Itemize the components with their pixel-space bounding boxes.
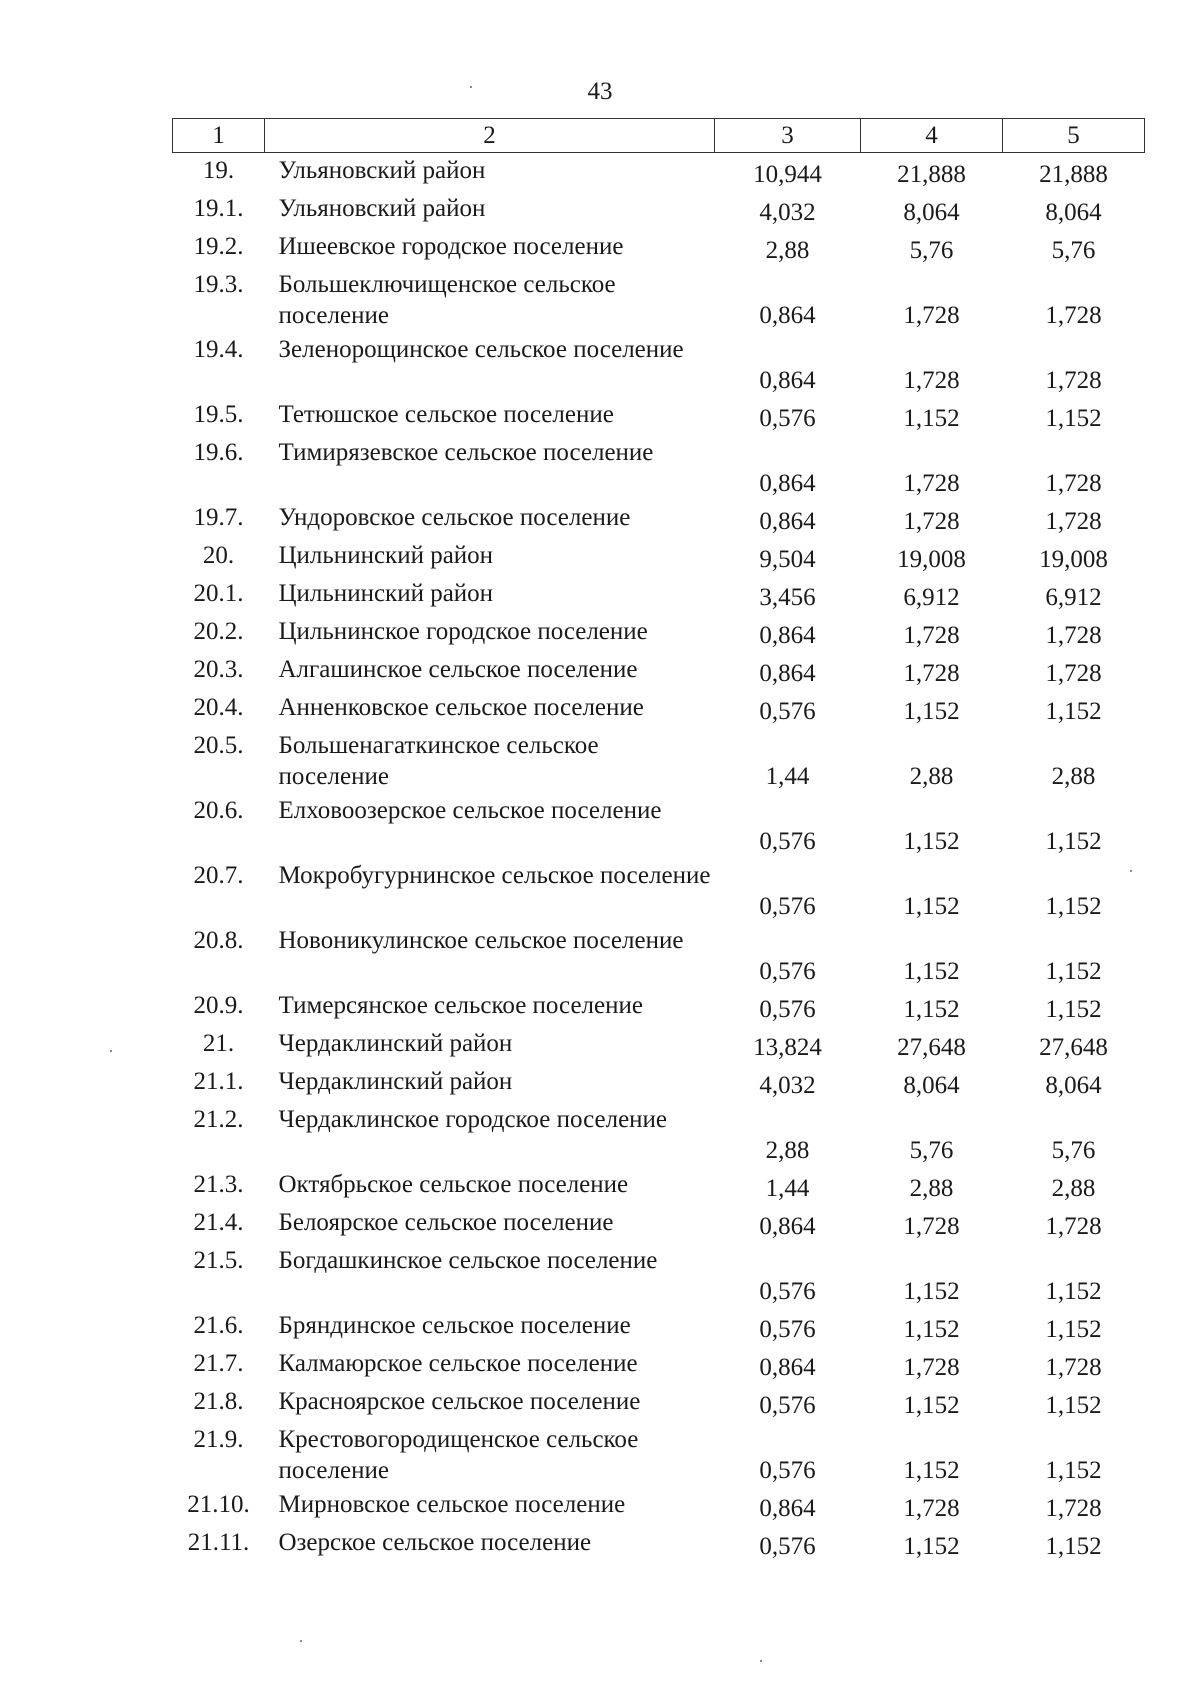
row-value-col5: 1,728 [1045, 469, 1102, 497]
row-value-col3: 0,864 [759, 301, 816, 329]
table-row [173, 229, 1145, 267]
row-value-col4: 1,152 [903, 1391, 960, 1419]
row-number: 21.5. [193, 1246, 244, 1274]
row-name: Ишеевское городское поселение [278, 232, 624, 260]
row-number: 20.1. [193, 579, 244, 607]
table-row [173, 1346, 1145, 1384]
row-number: 19.1. [193, 194, 244, 222]
row-name: Цильнинский район [278, 541, 494, 569]
table-row [173, 332, 1145, 397]
row-value-col3: 0,576 [759, 892, 816, 920]
row-number: 19.6. [193, 438, 244, 466]
row-value-col5: 21,888 [1039, 160, 1108, 188]
table-row [173, 1205, 1145, 1243]
column-header-1: 1 [173, 119, 265, 153]
row-value-col3: 0,576 [759, 404, 816, 432]
row-value-col3: 0,864 [759, 366, 816, 394]
row-value-col5: 8,064 [1045, 198, 1102, 226]
row-value-col4: 1,152 [903, 995, 960, 1023]
row-name: Чердаклинский район [278, 1029, 513, 1057]
table-row [173, 1026, 1145, 1064]
row-value-col5: 1,152 [1045, 892, 1102, 920]
row-name: Октябрьское сельское поселение [278, 1170, 629, 1198]
table-row [173, 397, 1145, 435]
table-row [173, 153, 1145, 191]
row-value-col5: 2,88 [1051, 1174, 1096, 1202]
table-row [173, 858, 1145, 923]
row-value-col5: 1,152 [1045, 1456, 1102, 1484]
row-value-col5: 19,008 [1039, 545, 1108, 573]
table-row [173, 1422, 1145, 1487]
row-value-col4: 1,152 [903, 957, 960, 985]
row-value-col3: 0,576 [759, 1532, 816, 1560]
row-value-col5: 1,728 [1045, 621, 1102, 649]
row-value-col3: 0,576 [759, 995, 816, 1023]
table-row [173, 1064, 1145, 1102]
table-row [173, 500, 1145, 538]
row-value-col3: 0,576 [759, 697, 816, 725]
row-value-col4: 2,88 [909, 1174, 954, 1202]
table-row [173, 988, 1145, 1026]
row-value-col4: 1,152 [903, 404, 960, 432]
row-name: Ундоровское сельское поселение [278, 503, 631, 531]
column-header-5: 5 [1003, 119, 1145, 153]
table-row [173, 923, 1145, 988]
table-row [173, 435, 1145, 500]
row-value-col3: 13,824 [753, 1033, 822, 1061]
row-value-col4: 6,912 [903, 583, 960, 611]
table-row [173, 728, 1145, 793]
table-header-row [173, 119, 1145, 153]
row-name: Белоярское сельское поселение [278, 1208, 614, 1236]
row-value-col4: 1,728 [903, 1353, 960, 1381]
table-row [173, 614, 1145, 652]
row-value-col4: 19,008 [897, 545, 966, 573]
row-name: Мокробугурнинское сельское поселение [278, 861, 711, 889]
row-number: 20.8. [193, 926, 244, 954]
row-value-col3: 9,504 [759, 545, 816, 573]
row-name: Бряндинское сельское поселение [278, 1311, 631, 1339]
row-name: Цильнинский район [278, 579, 494, 607]
row-number: 21.4. [193, 1208, 244, 1236]
table-body [173, 153, 1145, 1563]
table-row [173, 1487, 1145, 1525]
table-row [173, 793, 1145, 858]
row-name: Большенагаткинское сельское поселение [278, 731, 599, 790]
row-value-col4: 1,152 [903, 827, 960, 855]
row-name: Алгашинское сельское поселение [278, 655, 638, 683]
table-row [173, 1525, 1145, 1563]
row-name: Ульяновский район [278, 157, 486, 184]
row-number: 20.2. [193, 617, 244, 645]
row-value-col4: 1,728 [903, 1494, 960, 1522]
scan-speck [470, 86, 472, 88]
scan-speck [300, 1640, 302, 1642]
row-value-col3: 0,864 [759, 621, 816, 649]
row-name: Озерское сельское поселение [278, 1528, 592, 1556]
row-value-col4: 21,888 [897, 160, 966, 188]
row-value-col4: 1,728 [903, 659, 960, 687]
row-value-col3: 4,032 [759, 1071, 816, 1099]
row-name: Калмаюрское сельское поселение [278, 1349, 638, 1377]
row-value-col3: 1,44 [765, 762, 810, 790]
row-name: Крестовогородищенское сельское поселение [278, 1425, 639, 1484]
row-value-col4: 1,152 [903, 697, 960, 725]
table-row [173, 191, 1145, 229]
table-row [173, 690, 1145, 728]
row-value-col5: 1,728 [1045, 1353, 1102, 1381]
row-name: Тимирязевское сельское поселение [278, 438, 654, 466]
row-number: 21.11. [187, 1528, 250, 1556]
row-name: Новоникулинское сельское поселение [278, 926, 684, 954]
row-value-col3: 0,576 [759, 1456, 816, 1484]
row-value-col3: 0,864 [759, 507, 816, 535]
table-row [173, 576, 1145, 614]
row-name: Богдашкинское сельское поселение [278, 1246, 658, 1274]
row-value-col4: 8,064 [903, 1071, 960, 1099]
table-row [173, 538, 1145, 576]
row-value-col4: 1,152 [903, 1277, 960, 1305]
table-row [173, 1243, 1145, 1308]
row-number: 21.9. [193, 1425, 244, 1453]
row-value-col5: 27,648 [1039, 1033, 1108, 1061]
row-name: Мирновское сельское поселение [278, 1490, 626, 1518]
row-value-col3: 0,576 [759, 1277, 816, 1305]
row-number: 20.7. [193, 861, 244, 889]
row-value-col3: 10,944 [753, 160, 822, 188]
row-value-col5: 1,728 [1045, 659, 1102, 687]
row-value-col3: 0,864 [759, 469, 816, 497]
row-number: 19.7. [193, 503, 244, 531]
row-number: 21.8. [193, 1387, 244, 1415]
table-row [173, 1167, 1145, 1205]
scan-speck [110, 1050, 112, 1052]
row-name: Ульяновский район [278, 194, 486, 222]
row-number: 19.4. [193, 335, 244, 363]
row-value-col3: 0,576 [759, 1315, 816, 1343]
row-number: 20. [202, 541, 235, 569]
row-value-col4: 8,064 [903, 198, 960, 226]
row-name: Тимерсянское сельское поселение [278, 991, 643, 1019]
row-value-col4: 5,76 [909, 1136, 954, 1164]
table-row [173, 1102, 1145, 1167]
row-name: Тетюшское сельское поселение [278, 400, 614, 428]
row-value-col4: 1,152 [903, 892, 960, 920]
row-value-col4: 1,728 [903, 507, 960, 535]
row-value-col3: 3,456 [759, 583, 816, 611]
row-value-col5: 1,152 [1045, 995, 1102, 1023]
column-header-3: 3 [715, 119, 861, 153]
row-value-col4: 1,728 [903, 301, 960, 329]
row-value-col5: 1,152 [1045, 1277, 1102, 1305]
data-table-container [172, 118, 1145, 1563]
row-number: 19.3. [193, 270, 244, 298]
row-number: 20.9. [193, 991, 244, 1019]
row-name: Красноярское сельское поселение [278, 1387, 641, 1415]
row-number: 20.5. [193, 731, 244, 759]
row-value-col5: 1,152 [1045, 827, 1102, 855]
row-value-col3: 0,864 [759, 1212, 816, 1240]
row-value-col3: 0,864 [759, 1353, 816, 1381]
row-value-col3: 0,864 [759, 1494, 816, 1522]
row-value-col4: 2,88 [909, 762, 954, 790]
column-header-2: 2 [265, 119, 715, 153]
row-value-col3: 0,576 [759, 957, 816, 985]
row-value-col5: 1,152 [1045, 957, 1102, 985]
row-value-col5: 1,728 [1045, 507, 1102, 535]
row-value-col5: 1,728 [1045, 1212, 1102, 1240]
row-value-col4: 5,76 [909, 236, 954, 264]
row-value-col4: 1,728 [903, 1212, 960, 1240]
row-value-col4: 1,728 [903, 469, 960, 497]
row-value-col5: 8,064 [1045, 1071, 1102, 1099]
row-number: 21.7. [193, 1349, 244, 1377]
column-header-4: 4 [861, 119, 1003, 153]
row-value-col5: 1,152 [1045, 404, 1102, 432]
table-row [173, 267, 1145, 332]
row-value-col4: 1,152 [903, 1456, 960, 1484]
row-value-col5: 2,88 [1051, 762, 1096, 790]
row-value-col3: 0,864 [759, 659, 816, 687]
row-number: 21.3. [193, 1170, 244, 1198]
row-name: Цильнинское городское поселение [278, 617, 648, 645]
row-value-col5: 1,728 [1045, 366, 1102, 394]
row-number: 21.6. [193, 1311, 244, 1339]
row-number: 19.5. [193, 400, 244, 428]
row-value-col3: 2,88 [765, 236, 810, 264]
row-name: Анненковское сельское поселение [278, 693, 644, 721]
scan-speck [1130, 870, 1132, 872]
row-number: 21.10. [187, 1490, 250, 1518]
row-name: Чердаклинское городское поселение [278, 1105, 668, 1133]
row-name: Чердаклинский район [278, 1067, 513, 1095]
row-number: 21.2. [193, 1105, 244, 1133]
scan-speck [760, 1660, 762, 1662]
row-value-col4: 1,728 [903, 366, 960, 394]
row-value-col5: 1,152 [1045, 1391, 1102, 1419]
row-number: 19. [202, 157, 235, 184]
row-value-col5: 5,76 [1051, 236, 1096, 264]
row-value-col3: 4,032 [759, 198, 816, 226]
row-value-col3: 0,576 [759, 1391, 816, 1419]
row-number: 20.6. [193, 796, 244, 824]
row-value-col5: 6,912 [1045, 583, 1102, 611]
row-value-col5: 1,152 [1045, 697, 1102, 725]
row-value-col3: 1,44 [765, 1174, 810, 1202]
row-value-col5: 1,728 [1045, 1494, 1102, 1522]
row-value-col3: 0,576 [759, 827, 816, 855]
row-value-col4: 1,728 [903, 621, 960, 649]
row-value-col4: 27,648 [897, 1033, 966, 1061]
row-value-col4: 1,152 [903, 1315, 960, 1343]
table-row [173, 652, 1145, 690]
table-row [173, 1308, 1145, 1346]
row-name: Большеключищенское сельское поселение [278, 270, 616, 329]
data-table [172, 118, 1145, 1563]
row-number: 20.4. [193, 693, 244, 721]
row-number: 21.1. [193, 1067, 244, 1095]
row-value-col3: 2,88 [765, 1136, 810, 1164]
row-value-col5: 1,728 [1045, 301, 1102, 329]
row-number: 21. [202, 1029, 235, 1057]
row-number: 19.2. [193, 232, 244, 260]
table-row [173, 1384, 1145, 1422]
row-name: Зеленорощинское сельское поселение [278, 335, 684, 363]
row-value-col5: 1,152 [1045, 1532, 1102, 1560]
row-value-col5: 1,152 [1045, 1315, 1102, 1343]
row-name: Елховоозерское сельское поселение [278, 796, 662, 824]
row-value-col4: 1,152 [903, 1532, 960, 1560]
page-number: 43 [587, 78, 613, 105]
row-value-col5: 5,76 [1051, 1136, 1096, 1164]
row-number: 20.3. [193, 655, 244, 683]
